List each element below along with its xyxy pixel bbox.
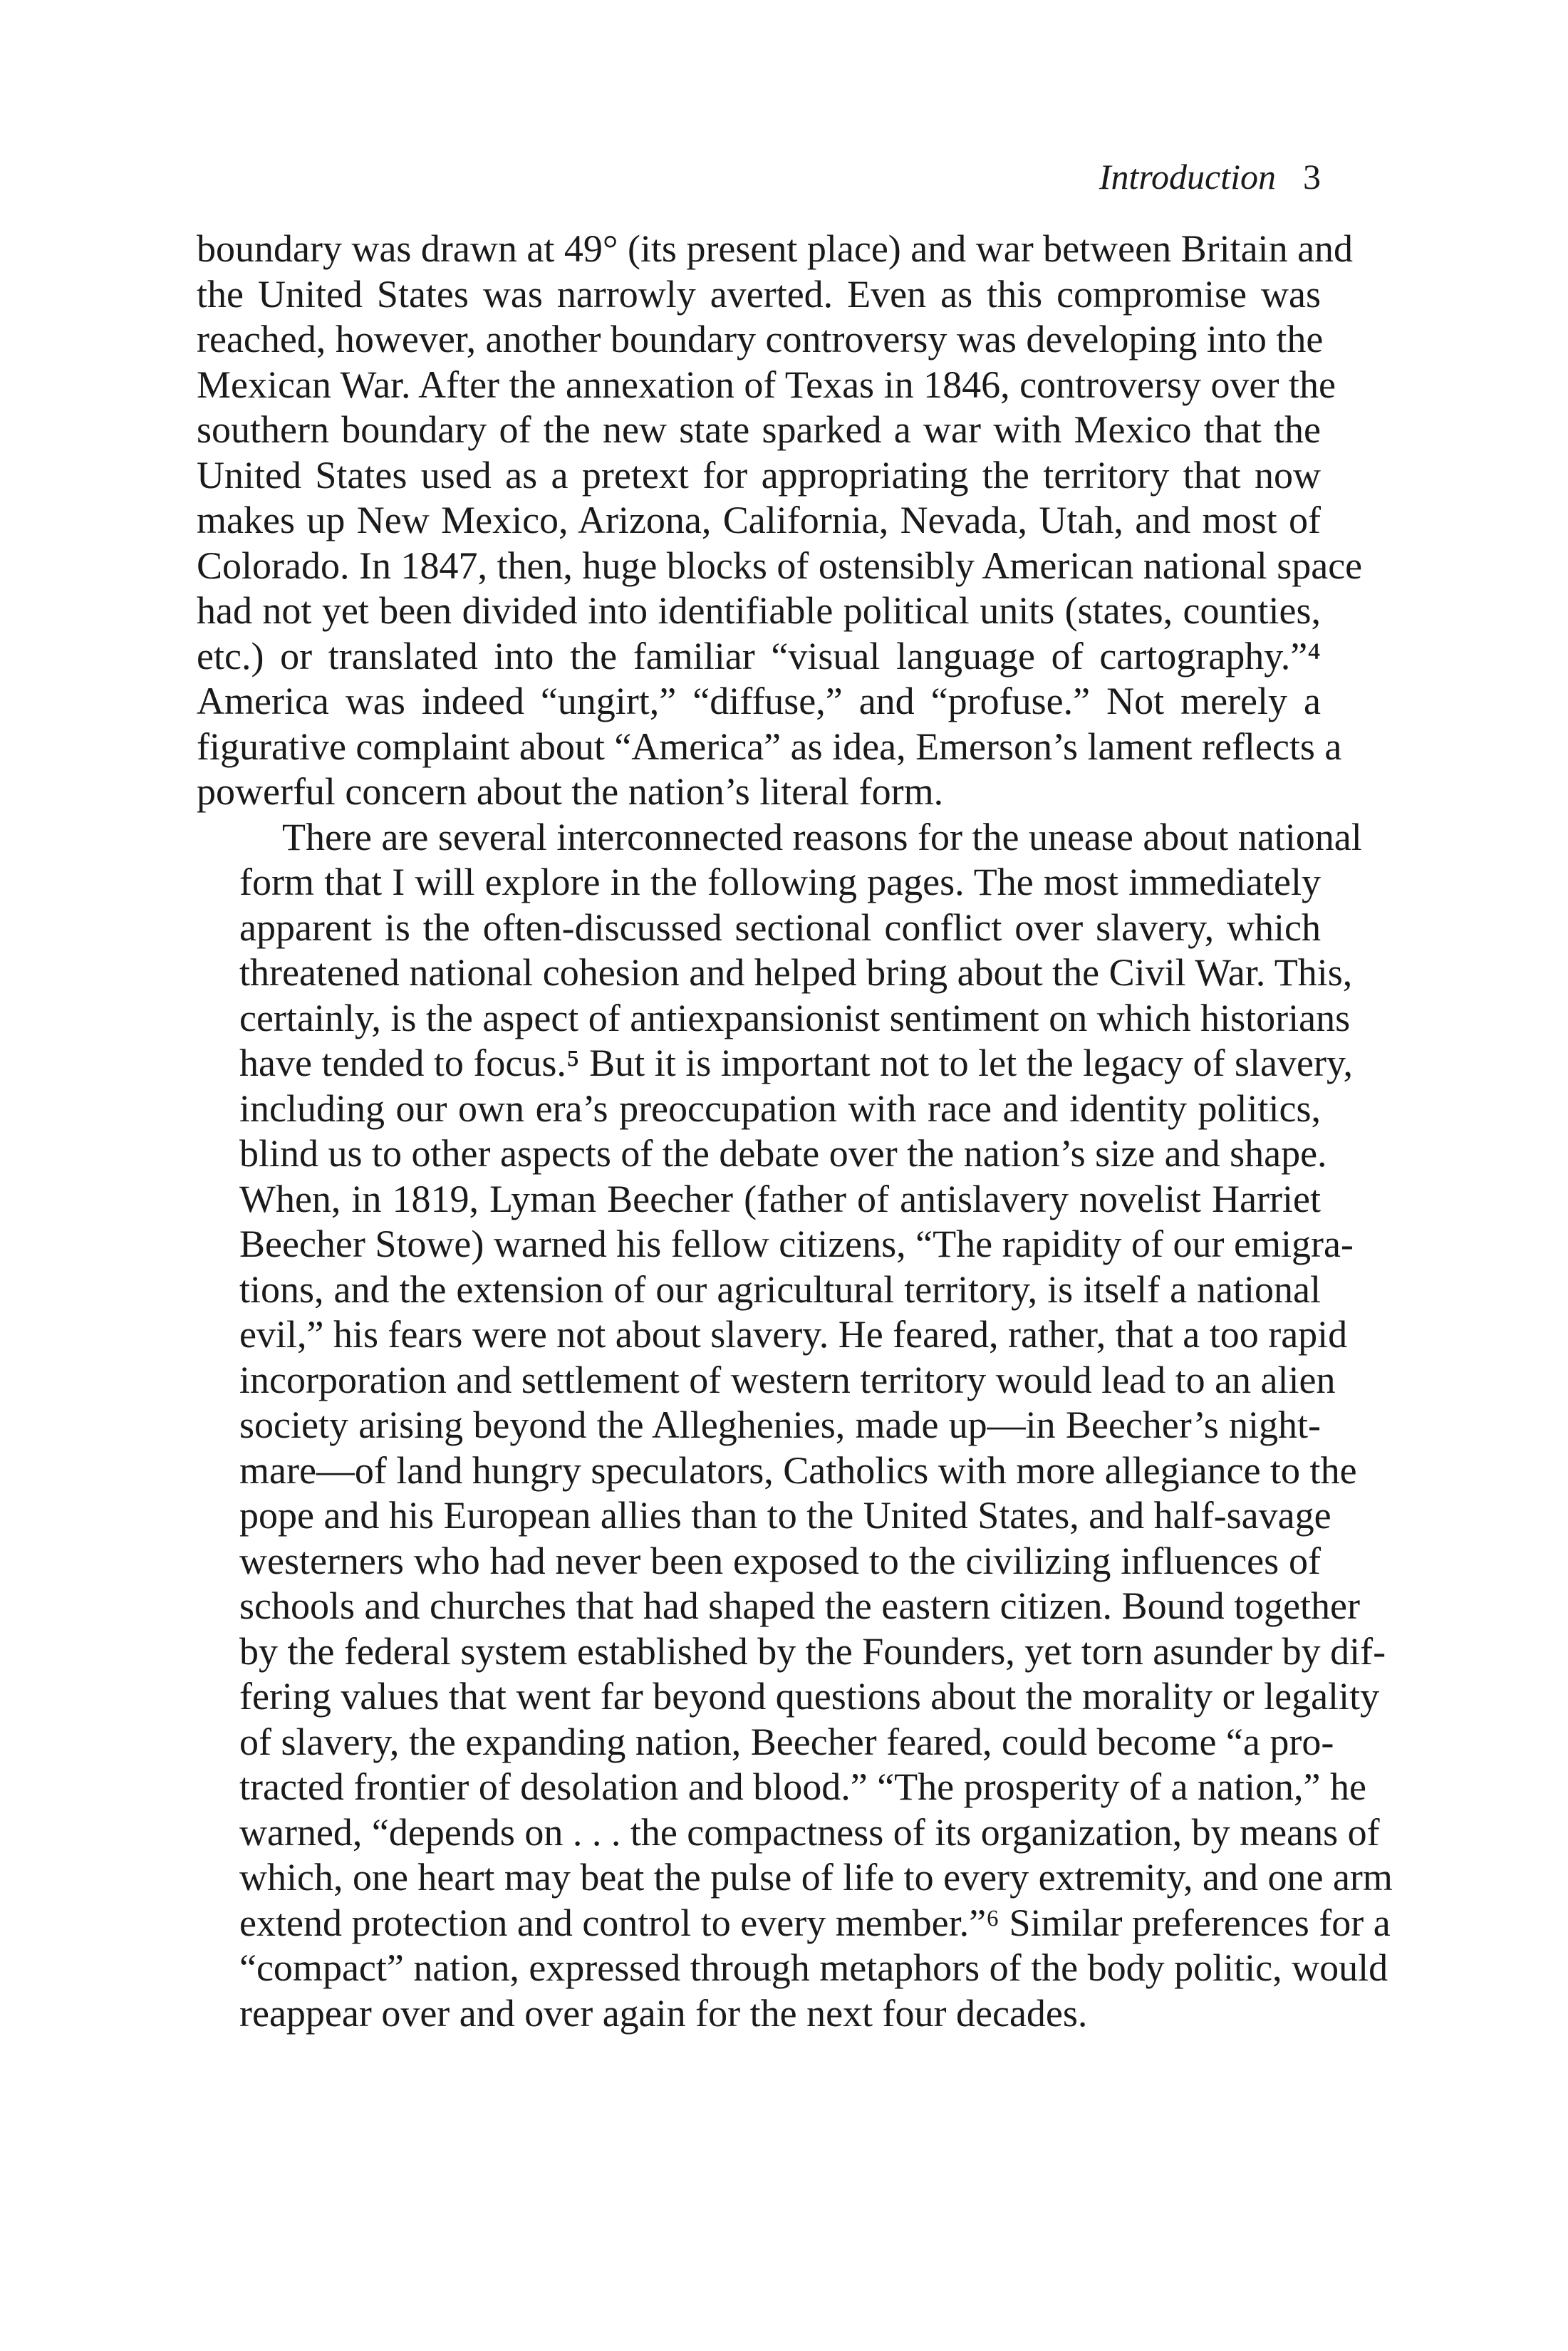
running-head [197, 155, 1321, 198]
text-line: by the federal system established by the Founders, yet torn asunder by dif- [239, 1629, 1386, 1673]
paragraph [197, 815, 1393, 2037]
text-line: boundary was drawn at 49° (its present place) and war between Britain and [197, 227, 1354, 270]
text-line: extend protection and control to every member.”⁶ Similar preferences for a [239, 1901, 1391, 1944]
page-number: 3 [1303, 157, 1321, 197]
text-line: tions, and the extension of our agricultural territory, is itself a national [239, 1267, 1321, 1311]
running-head-title: Introduction [1099, 157, 1276, 197]
text-line: apparent is the often-discussed sectional conflict over slavery, which [239, 905, 1321, 949]
text-line: warned, “depends on . . . the compactness of its organization, by means of [239, 1810, 1380, 1854]
text-line: “compact” nation, expressed through metaphors of the body politic, would [239, 1946, 1388, 1989]
text-line: schools and churches that had shaped the eastern citizen. Bound together [239, 1584, 1360, 1627]
text-line: of slavery, the expanding nation, Beecher feared, could become “a pro- [239, 1720, 1334, 1763]
text-line: which, one heart may beat the pulse of life to every extremity, and one arm [239, 1856, 1393, 1899]
text-line: reappear over and over again for the next four decades. [239, 1991, 1088, 2035]
text-line: threatened national cohesion and helped bring about the Civil War. This, [239, 951, 1353, 994]
text-line: United States used as a pretext for appropriating the territory that now [197, 453, 1321, 497]
text-line: Mexican War. After the annexation of Texas in 1846, controversy over the [197, 363, 1336, 406]
text-line: southern boundary of the new state sparked a war with Mexico that the [197, 408, 1321, 451]
text-line: fering values that went far beyond questions about the morality or legality [239, 1675, 1380, 1718]
text-line: Beecher Stowe) warned his fellow citizens, “The rapidity of our emigra- [239, 1223, 1354, 1265]
text-line: etc.) or translated into the familiar “visual language of cartography.”⁴ [197, 634, 1321, 678]
text-line: have tended to focus.⁵ But it is important not to let the legacy of slavery, [239, 1042, 1353, 1084]
text-line: had not yet been divided into identifiable political units (states, counties, [197, 589, 1321, 632]
text-line: blind us to other aspects of the debate over the nation’s size and shape. [239, 1132, 1327, 1175]
text-line: certainly, is the aspect of antiexpansionist sentiment on which historians [239, 996, 1351, 1039]
text-line: makes up New Mexico, Arizona, California, Nevada, Utah, and most of [197, 499, 1321, 541]
text-line: powerful concern about the nation’s literal form. [197, 770, 944, 813]
text-line: tracted frontier of desolation and blood.” “The prosperity of a nation,” he [239, 1765, 1366, 1808]
text-line: incorporation and settlement of western territory would lead to an alien [239, 1358, 1336, 1401]
text-line: reached, however, another boundary controversy was developing into the [197, 318, 1324, 360]
text-line: pope and his European allies than to the United States, and half-savage [239, 1494, 1331, 1537]
text-line: form that I will explore in the following pages. The most immediately [239, 861, 1321, 903]
text-line: the United States was narrowly averted. Even as this compromise was [197, 272, 1321, 316]
body-text [197, 227, 1393, 2036]
text-line: society arising beyond the Alleghenies, made up—in Beecher’s night- [239, 1403, 1321, 1446]
text-line: figurative complaint about “America” as idea, Emerson’s lament reflects a [197, 725, 1342, 768]
text-line: Colorado. In 1847, then, huge blocks of ostensibly American national space [197, 544, 1363, 587]
text-line: America was indeed “ungirt,” “diffuse,” and “profuse.” Not merely a [197, 680, 1321, 722]
text-line: There are several interconnected reasons for the unease about national [282, 815, 1362, 858]
text-line: including our own era’s preoccupation with race and identity politics, [239, 1086, 1321, 1130]
text-line: westerners who had never been exposed to the civilizing influences of [239, 1539, 1321, 1582]
text-line: When, in 1819, Lyman Beecher (father of antislavery novelist Harriet [239, 1177, 1321, 1220]
paragraph [197, 227, 1363, 815]
text-line: evil,” his fears were not about slavery. He feared, rather, that a too rapid [239, 1313, 1348, 1356]
text-line: mare—of land hungry speculators, Catholics with more allegiance to the [239, 1448, 1357, 1492]
